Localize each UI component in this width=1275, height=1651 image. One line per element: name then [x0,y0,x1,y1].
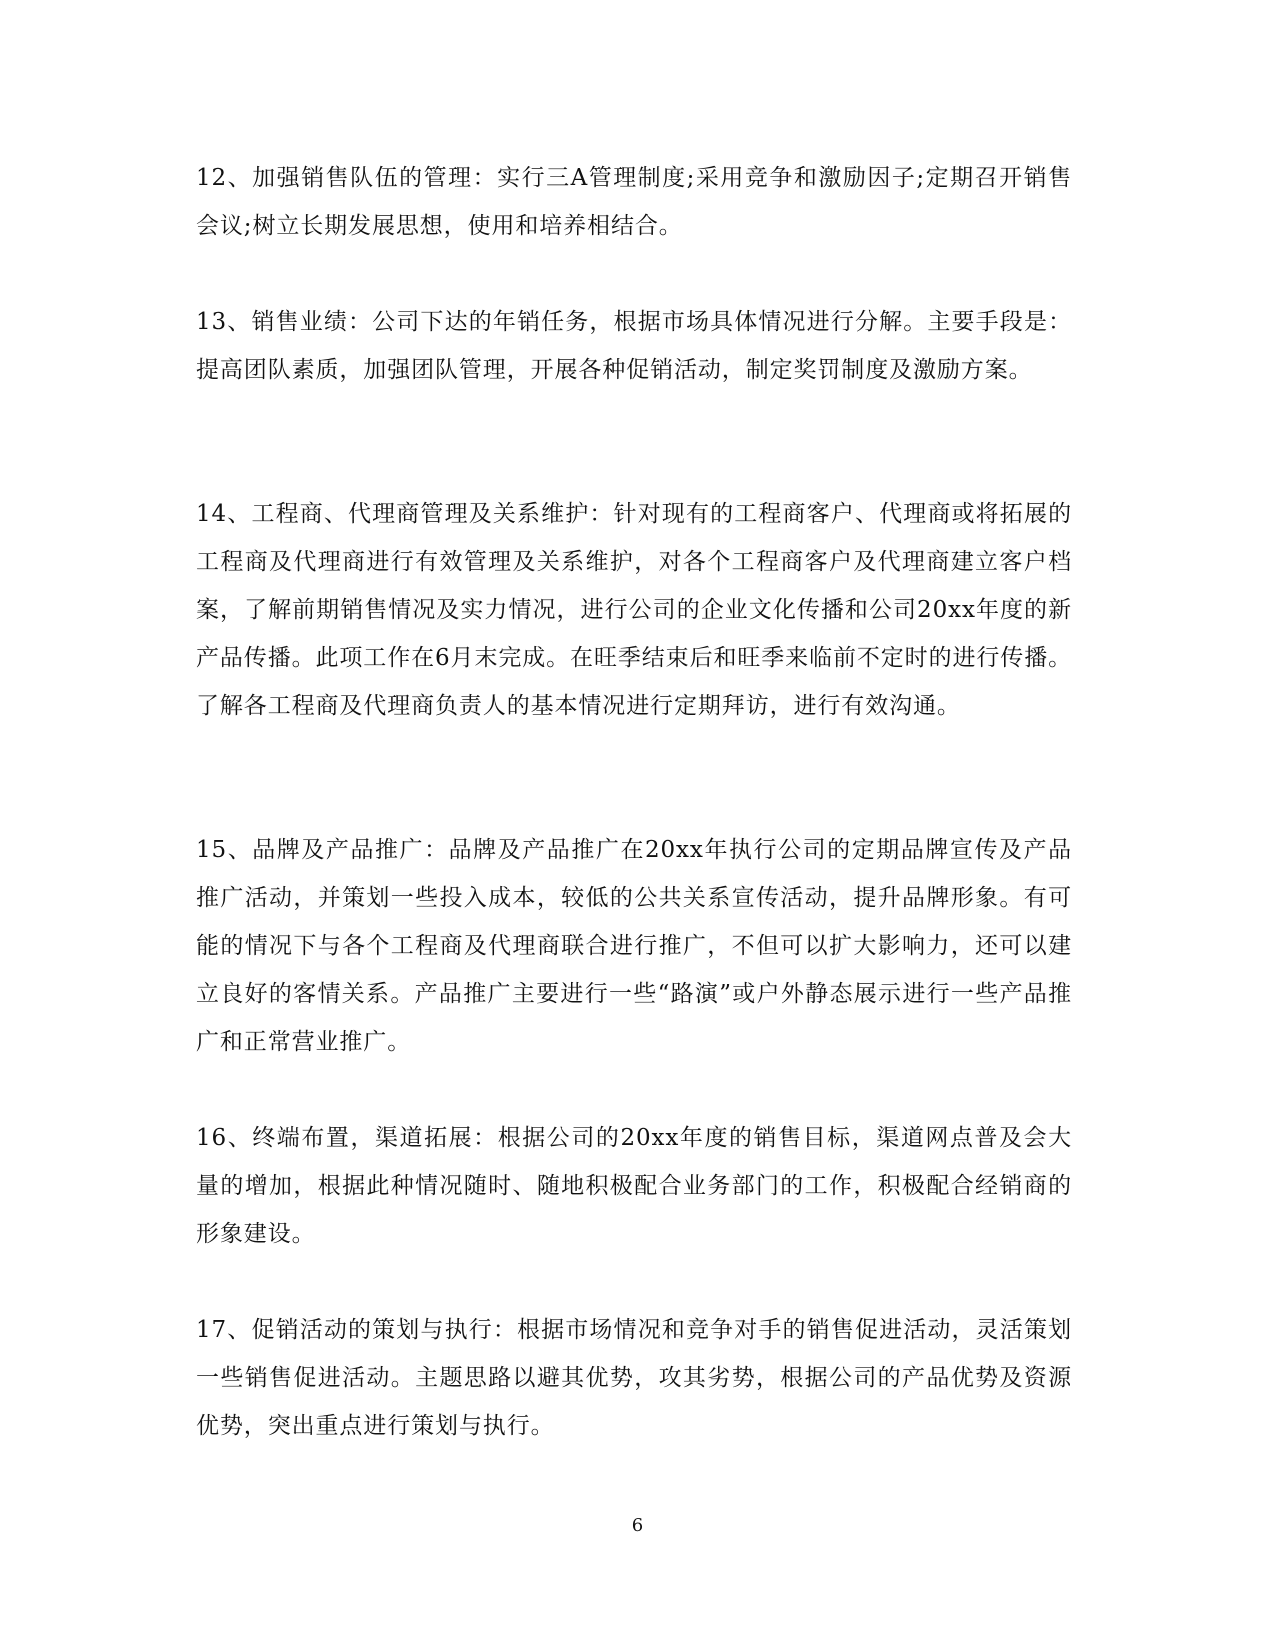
paragraph-16: 16、终端布置，渠道拓展：根据公司的20xx年度的销售目标，渠道网点普及会大量的增加，根据此种情况随时、随地积极配合业务部门的工作，积极配合经销商的形象建设。 [196,1125,1072,1247]
paragraph-12: 12、加强销售队伍的管理：实行三A管理制度;采用竞争和激励因子;定期召开销售会议;树立长期发展思想，使用和培养相结合。 [196,165,1072,239]
paragraph-17: 17、促销活动的策划与执行：根据市场情况和竞争对手的销售促进活动，灵活策划一些销售促进活动。主题思路以避其优势，攻其劣势，根据公司的产品优势及资源优势，突出重点进行策划与执行。 [196,1317,1072,1439]
page-number: 6 [631,1515,644,1536]
paragraph-15: 15、品牌及产品推广：品牌及产品推广在20xx年执行公司的定期品牌宣传及产品推广活动，并策划一些投入成本，较低的公共关系宣传活动，提升品牌形象。有可能的情况下与各个工程商及代理商联合进行推广，不但可以扩大影响力，还可以建立良好的客情关系。产品推广主要进行一些“路演”或户外静态展示进行一些产品推广和正常营业推广。 [196,837,1072,1055]
paragraph-13: 13、销售业绩：公司下达的年销任务，根据市场具体情况进行分解。主要手段是：提高团队素质，加强团队管理，开展各种促销活动，制定奖罚制度及激励方案。 [196,309,1072,383]
paragraph-14: 14、工程商、代理商管理及关系维护：针对现有的工程商客户、代理商或将拓展的工程商及代理商进行有效管理及关系维护，对各个工程商客户及代理商建立客户档案，了解前期销售情况及实力情况，进行公司的企业文化传播和公司20xx年度的新产品传播。此项工作在6月末完成。在旺季结束后和旺季来临前不定时的进行传播。了解各工程商及代理商负责人的基本情况进行定期拜访，进行有效沟通。 [196,501,1072,719]
